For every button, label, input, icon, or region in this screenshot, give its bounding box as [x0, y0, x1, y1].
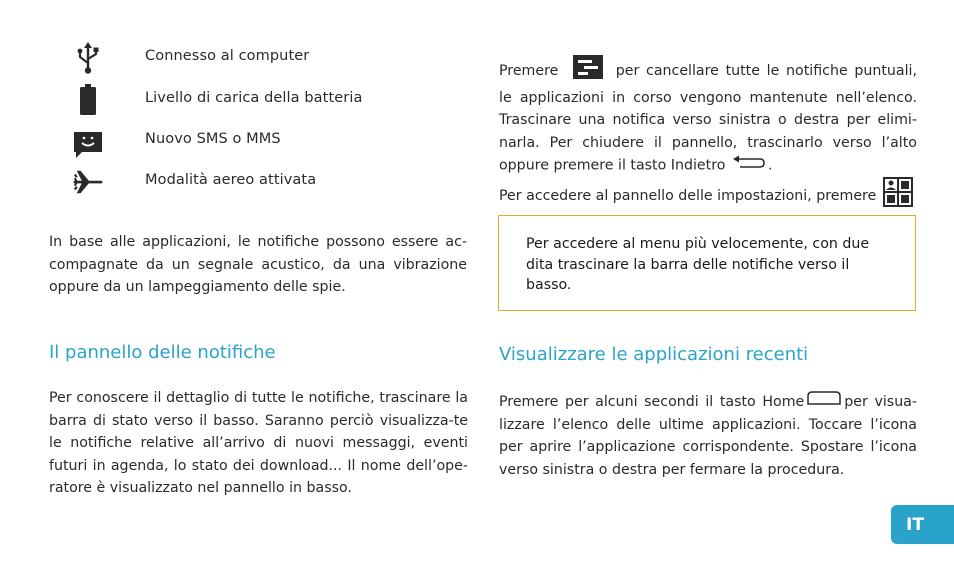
intro-text: In base alle applicazioni, le notifiche possono essere ac-compagnate da un segnale acustico, da una vibrazione oppure da un lampeggiamento delle spie. — [49, 234, 467, 295]
airplane-status-label: Modalità aereo attivata — [145, 172, 317, 188]
usb-status-label: Connesso al computer — [145, 48, 310, 64]
home-key-icon — [806, 390, 842, 414]
settings-panel-icon — [883, 177, 913, 215]
clear-notifications-paragraph — [499, 55, 917, 214]
notification-panel-text: Per conoscere il dettaglio di tutte le notifiche, trascinare la barra di stato verso il basso. Saranno perciò visualizza-te le notifiche relative all’arrivo di nuovi messaggi, eventi futuri in agenda, lo stato dei download... Il nome dell’ope-ratore è visualizzato nel pannello in basso. — [49, 390, 468, 496]
back-key-icon — [732, 154, 766, 177]
recent-apps-paragraph — [499, 390, 917, 481]
tip-note-box — [498, 215, 916, 311]
notification-panel-heading: Il pannello delle notifiche — [49, 342, 276, 363]
clear-text-before: Premere — [499, 62, 559, 79]
recent-apps-heading: Visualizzare le applicazioni recenti — [499, 344, 809, 365]
intro-paragraph — [49, 231, 467, 299]
clear-all-icon — [573, 55, 603, 87]
sms-icon — [73, 128, 103, 162]
recent-text-after: per visua-lizzare l’elenco delle ultime applicazioni. Toccare l’icona per aprire l’applicazione corrispondente. Spostare l’icona verso sinistra o destra per fermare la procedura. — [499, 393, 917, 478]
settings-text: Per accedere al pannello delle impostazioni, premere — [499, 187, 877, 204]
usb-icon — [73, 41, 103, 75]
back-key-period: . — [767, 157, 773, 174]
battery-icon — [73, 83, 103, 117]
airplane-icon — [73, 165, 103, 199]
settings-panel-text — [499, 177, 917, 215]
recent-apps-text — [499, 390, 917, 481]
tip-note-text: Per accedere al menu più velocemente, con due dita trascinare la barra delle notifiche verso il basso. — [526, 236, 870, 293]
clear-notifications-text — [499, 55, 917, 177]
recent-text-before: Premere per alcuni secondi il tasto Home — [499, 393, 805, 410]
clear-text-after: per cancellare tutte le notifiche puntuali, le applicazioni in corso vengono mantenute nell’elenco. Trascinare una notifica verso sinistra o destra per elimi-narla. Per chiudere il pannello, trascinarlo verso l’alto oppure premere il tasto Indietro — [499, 62, 917, 174]
notification-panel-body — [49, 387, 468, 500]
battery-status-label: Livello di carica della batteria — [145, 90, 363, 106]
language-tab: IT — [891, 505, 954, 544]
sms-status-label: Nuovo SMS o MMS — [145, 131, 281, 147]
